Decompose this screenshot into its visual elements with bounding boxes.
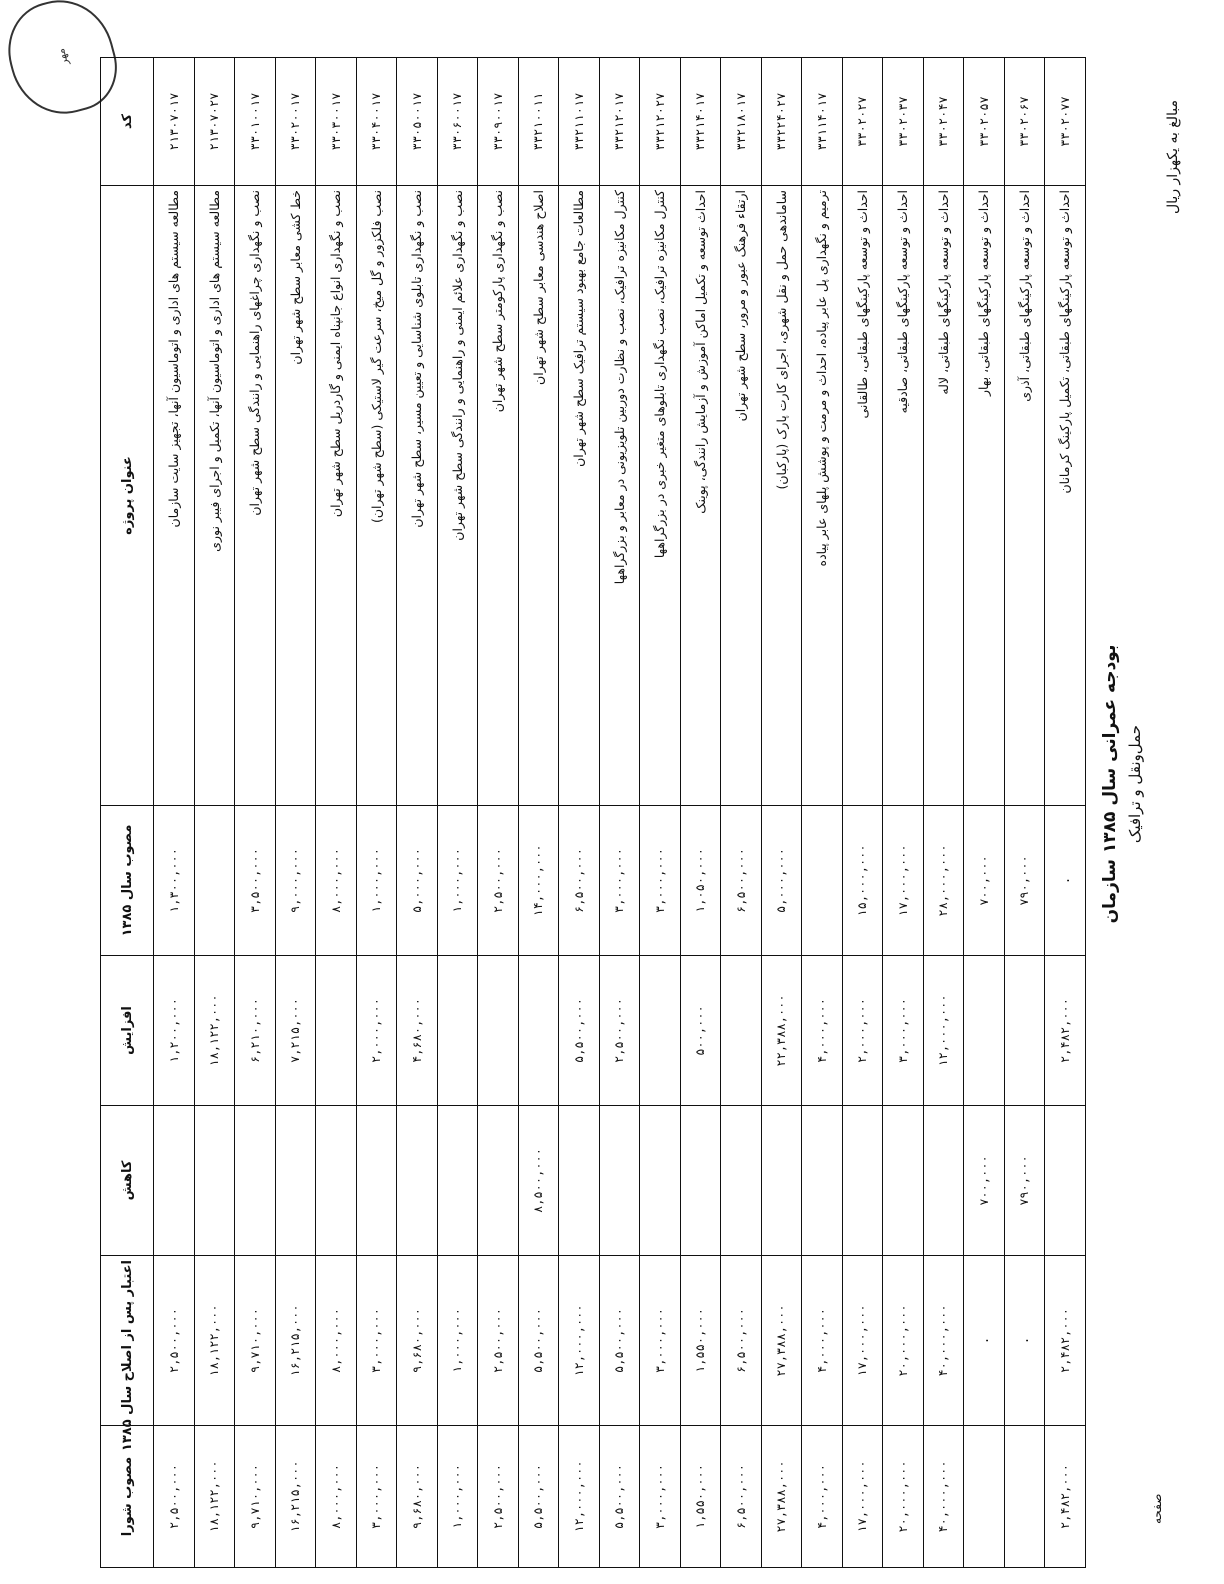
cell-title: مطالعه سیستم های اداری و اتوماسیون آنها، تجهیز سایت سازمان [154, 186, 195, 806]
cell-decrease: ۸,۵۰۰,۰۰۰ [518, 1106, 559, 1256]
cell-code: ۳۳۰۲۰۳۷ [883, 58, 924, 186]
cell-after: ۲۷,۳۸۸,۰۰۰ [761, 1256, 802, 1426]
cell-title: ساماندهی حمل و نقل شهری، اجرای کارت پارک (پارکبان) [761, 186, 802, 806]
cell-increase: ۱,۲۰۰,۰۰۰ [154, 956, 195, 1106]
cell-title: نصب و نگهداری تابلوی شناسایی و تعیین مسیر، سطح شهر تهران [397, 186, 438, 806]
cell-after: ۵,۵۰۰,۰۰۰ [518, 1256, 559, 1426]
table-row [235, 58, 276, 1568]
cell-after: ۲,۵۰۰,۰۰۰ [478, 1256, 519, 1426]
col-code-header: کد [101, 58, 154, 186]
cell-code: ۳۳۰۲۰۰۱۷ [275, 58, 316, 186]
cell-after: ۴۰,۰۰۰,۰۰۰ [923, 1256, 964, 1426]
cell-council: ۹,۷۱۰,۰۰۰ [235, 1426, 276, 1568]
table-row [964, 58, 1005, 1568]
table-row [397, 58, 438, 1568]
cell-decrease [761, 1106, 802, 1256]
table-row [599, 58, 640, 1568]
cell-title: احداث و توسعه پارکینگهای طبقاتی، آذری [1004, 186, 1045, 806]
cell-approved: ۱۵,۰۰۰,۰۰۰ [842, 806, 883, 956]
cell-title: نصب و نگهداری علائم ایمنی و راهنمایی و رانندگی سطح شهر تهران [437, 186, 478, 806]
table-row [1004, 58, 1045, 1568]
cell-approved [802, 806, 843, 956]
cell-council: ۴۰,۰۰۰,۰۰۰ [923, 1426, 964, 1568]
cell-code: ۳۳۲۱۰۰۱۱ [518, 58, 559, 186]
cell-title: نصب فلکزور و گل میخ، سرعت گیر لاستیکی (سطح شهر تهران) [356, 186, 397, 806]
cell-approved: ۳,۰۰۰,۰۰۰ [640, 806, 681, 956]
cell-code: ۳۳۰۲۰۶۷ [1004, 58, 1045, 186]
cell-approved: ۳,۰۰۰,۰۰۰ [599, 806, 640, 956]
cell-council: ۲,۴۸۲,۰۰۰ [1045, 1426, 1086, 1568]
cell-after: ۳,۰۰۰,۰۰۰ [356, 1256, 397, 1426]
table-row [680, 58, 721, 1568]
cell-after: ۱۶,۲۱۵,۰۰۰ [275, 1256, 316, 1426]
cell-council: ۲,۵۰۰,۰۰۰ [478, 1426, 519, 1568]
cell-code: ۳۳۰۱۰۰۱۷ [235, 58, 276, 186]
cell-decrease [356, 1106, 397, 1256]
cell-title: مطالعات جامع بهبود سیستم ترافیک سطح شهر تهران [559, 186, 600, 806]
cell-increase [478, 956, 519, 1106]
cell-title: ارتقاء فرهنگ عبور و مرور، سطح شهر تهران [721, 186, 762, 806]
cell-increase: ۵۰۰,۰۰۰ [680, 956, 721, 1106]
cell-decrease: ۷۹۰,۰۰۰ [1004, 1106, 1045, 1256]
cell-after: ۱,۵۵۰,۰۰۰ [680, 1256, 721, 1426]
cell-title: خط کشی معابر سطح شهر تهران [275, 186, 316, 806]
cell-council: ۱,۵۵۰,۰۰۰ [680, 1426, 721, 1568]
cell-after: ۱۸,۱۲۲,۰۰۰ [194, 1256, 235, 1426]
cell-decrease [154, 1106, 195, 1256]
cell-increase [964, 956, 1005, 1106]
cell-increase: ۵,۵۰۰,۰۰۰ [559, 956, 600, 1106]
cell-code: ۳۳۰۳۰۰۱۷ [316, 58, 357, 186]
cell-code: ۳۳۰۶۰۰۱۷ [437, 58, 478, 186]
table-row [1045, 58, 1086, 1568]
cell-council: ۹,۶۸۰,۰۰۰ [397, 1426, 438, 1568]
cell-council: ۳,۰۰۰,۰۰۰ [640, 1426, 681, 1568]
cell-decrease [640, 1106, 681, 1256]
cell-decrease [437, 1106, 478, 1256]
cell-code: ۳۳۲۱۸۰۱۷ [721, 58, 762, 186]
cell-increase [437, 956, 478, 1106]
col-title-header: عنوان پروژه [101, 186, 154, 806]
cell-increase [316, 956, 357, 1106]
table-row [883, 58, 924, 1568]
cell-code: ۳۳۰۵۰۰۱۷ [397, 58, 438, 186]
table-row [842, 58, 883, 1568]
cell-council [964, 1426, 1005, 1568]
cell-approved: ۷۰۰,۰۰۰ [964, 806, 1005, 956]
cell-increase [518, 956, 559, 1106]
cell-code: ۳۳۲۲۴۰۲۷ [761, 58, 802, 186]
cell-increase: ۴,۰۰۰,۰۰۰ [802, 956, 843, 1106]
cell-after: ۲,۴۸۲,۰۰۰ [1045, 1256, 1086, 1426]
cell-approved: ۵,۰۰۰,۰۰۰ [761, 806, 802, 956]
cell-approved: ۶,۵۰۰,۰۰۰ [559, 806, 600, 956]
cell-council: ۵,۵۰۰,۰۰۰ [599, 1426, 640, 1568]
cell-title: ترمیم و نگهداری پل عابر پیاده، احداث و مرمت و پوشش پلهای عابر پیاده [802, 186, 843, 806]
table-row [640, 58, 681, 1568]
cell-decrease [397, 1106, 438, 1256]
cell-approved: ۲,۵۰۰,۰۰۰ [478, 806, 519, 956]
table-row [721, 58, 762, 1568]
cell-after: ۸,۰۰۰,۰۰۰ [316, 1256, 357, 1426]
cell-code: ۳۳۱۱۴۰۱۷ [802, 58, 843, 186]
cell-title: اصلاح هندسی معابر سطح شهر تهران [518, 186, 559, 806]
cell-approved: ۳,۵۰۰,۰۰۰ [235, 806, 276, 956]
cell-council: ۱۸,۱۲۲,۰۰۰ [194, 1426, 235, 1568]
col-after-header: اعتبار پس از اصلاح سال ۱۳۸۵ [101, 1256, 154, 1426]
cell-code: ۲۱۳۰۷۰۱۷ [154, 58, 195, 186]
cell-code: ۳۳۲۱۲۰۲۷ [640, 58, 681, 186]
cell-title: احداث و توسعه پارکینگهای طبقاتی، بهار [964, 186, 1005, 806]
cell-title: احداث و توسعه پارکینگهای طبقاتی، صادقیه [883, 186, 924, 806]
cell-decrease [802, 1106, 843, 1256]
cell-increase: ۲,۴۸۲,۰۰۰ [1045, 956, 1086, 1106]
cell-council: ۵,۵۰۰,۰۰۰ [518, 1426, 559, 1568]
cell-approved: ۱,۳۰۰,۰۰۰ [154, 806, 195, 956]
cell-after: ۲۰,۰۰۰,۰۰۰ [883, 1256, 924, 1426]
table-row [923, 58, 964, 1568]
table-row [194, 58, 235, 1568]
cell-approved: ۶,۵۰۰,۰۰۰ [721, 806, 762, 956]
cell-approved: ۷۹۰,۰۰۰ [1004, 806, 1045, 956]
table-row [559, 58, 600, 1568]
cell-code: ۳۳۰۲۰۲۷ [842, 58, 883, 186]
cell-decrease [316, 1106, 357, 1256]
cell-code: ۳۳۲۱۱۰۱۷ [559, 58, 600, 186]
cell-council: ۲۷,۳۸۸,۰۰۰ [761, 1426, 802, 1568]
budget-table [100, 57, 1086, 1568]
cell-after: ۱۲,۰۰۰,۰۰۰ [559, 1256, 600, 1426]
col-approved-header: مصوب سال ۱۳۸۵ [101, 806, 154, 956]
table-row [356, 58, 397, 1568]
cell-after: ۶,۵۰۰,۰۰۰ [721, 1256, 762, 1426]
cell-title: احداث و توسعه پارکینگهای طبقاتی، طالقانی [842, 186, 883, 806]
cell-decrease [599, 1106, 640, 1256]
cell-council: ۲,۵۰۰,۰۰۰ [154, 1426, 195, 1568]
document-subtitle: حمل‌ونقل و ترافیک [1126, 724, 1144, 844]
cell-decrease: ۷۰۰,۰۰۰ [964, 1106, 1005, 1256]
page-label: صفحه [1150, 1493, 1164, 1524]
cell-approved: ۲۸,۰۰۰,۰۰۰ [923, 806, 964, 956]
col-decrease-header: کاهش [101, 1106, 154, 1256]
cell-council: ۱۷,۰۰۰,۰۰۰ [842, 1426, 883, 1568]
cell-code: ۳۳۰۴۰۰۱۷ [356, 58, 397, 186]
cell-increase [721, 956, 762, 1106]
cell-approved: ۹,۰۰۰,۰۰۰ [275, 806, 316, 956]
unit-note: مبالغ به یکهزار ریال [1165, 99, 1181, 214]
cell-council [1004, 1426, 1045, 1568]
cell-increase: ۲,۰۰۰,۰۰۰ [356, 956, 397, 1106]
col-council-header: مصوب شورا [101, 1426, 154, 1568]
cell-increase: ۶,۲۱۰,۰۰۰ [235, 956, 276, 1106]
cell-increase: ۲,۵۰۰,۰۰۰ [599, 956, 640, 1106]
cell-approved: ۱,۰۰۰,۰۰۰ [356, 806, 397, 956]
cell-increase: ۱۲,۰۰۰,۰۰۰ [923, 956, 964, 1106]
cell-approved: ۱۴,۰۰۰,۰۰۰ [518, 806, 559, 956]
cell-approved: ۵,۰۰۰,۰۰۰ [397, 806, 438, 956]
cell-title: احداث و توسعه پارکینگهای طبقاتی، تکمیل پارکینگ کرمانان [1045, 186, 1086, 806]
cell-decrease [883, 1106, 924, 1256]
cell-decrease [680, 1106, 721, 1256]
cell-after: ۳,۰۰۰,۰۰۰ [640, 1256, 681, 1426]
cell-council: ۱۶,۲۱۵,۰۰۰ [275, 1426, 316, 1568]
cell-code: ۳۳۰۲۰۷۷ [1045, 58, 1086, 186]
cell-title: نصب و نگهداری پارکومتر سطح شهر تهران [478, 186, 519, 806]
cell-after: . [1004, 1256, 1045, 1426]
cell-title: نصب و نگهداری چراغهای راهنمایی و رانندگی سطح شهر تهران [235, 186, 276, 806]
cell-approved: . [1045, 806, 1086, 956]
cell-increase: ۷,۲۱۵,۰۰۰ [275, 956, 316, 1106]
table-row [275, 58, 316, 1568]
cell-council: ۴,۰۰۰,۰۰۰ [802, 1426, 843, 1568]
table-row [154, 58, 195, 1568]
cell-title: مطالعه سیستم های اداری و اتوماسیون آنها، تکمیل و اجرای فیبر نوری [194, 186, 235, 806]
table-header-row [101, 58, 154, 1568]
cell-title: احداث توسعه و تکمیل اماکن آموزش و آزمایش رانندگی، پوینک [680, 186, 721, 806]
document-header [1100, 504, 1144, 1064]
cell-approved: ۱,۰۵۰,۰۰۰ [680, 806, 721, 956]
cell-approved: ۸,۰۰۰,۰۰۰ [316, 806, 357, 956]
cell-code: ۳۳۲۱۲۰۱۷ [599, 58, 640, 186]
cell-increase: ۲۲,۳۸۸,۰۰۰ [761, 956, 802, 1106]
cell-after: ۹,۷۱۰,۰۰۰ [235, 1256, 276, 1426]
cell-council: ۶,۵۰۰,۰۰۰ [721, 1426, 762, 1568]
cell-council: ۸,۰۰۰,۰۰۰ [316, 1426, 357, 1568]
cell-title: احداث و توسعه پارکینگهای طبقاتی، لاله [923, 186, 964, 806]
cell-approved: ۱,۰۰۰,۰۰۰ [437, 806, 478, 956]
stamp-text: مهر [53, 47, 71, 67]
cell-after: ۲,۵۰۰,۰۰۰ [154, 1256, 195, 1426]
cell-decrease [842, 1106, 883, 1256]
table-row [518, 58, 559, 1568]
cell-code: ۳۳۰۹۰۰۱۷ [478, 58, 519, 186]
col-increase-header: افزایش [101, 956, 154, 1106]
document-title: بودجه عمرانی سال ۱۳۸۵ سازمان [1100, 644, 1120, 924]
cell-code: ۲۱۳۰۷۰۲۷ [194, 58, 235, 186]
cell-council: ۳,۰۰۰,۰۰۰ [356, 1426, 397, 1568]
cell-decrease [923, 1106, 964, 1256]
cell-increase: ۴,۶۸۰,۰۰۰ [397, 956, 438, 1106]
cell-increase: ۱۸,۱۲۲,۰۰۰ [194, 956, 235, 1106]
cell-decrease [721, 1106, 762, 1256]
cell-after: ۹,۶۸۰,۰۰۰ [397, 1256, 438, 1426]
cell-after: ۱,۰۰۰,۰۰۰ [437, 1256, 478, 1426]
cell-after: ۵,۵۰۰,۰۰۰ [599, 1256, 640, 1426]
table-row [316, 58, 357, 1568]
cell-increase [640, 956, 681, 1106]
cell-code: ۳۳۰۲۰۵۷ [964, 58, 1005, 186]
table-body [154, 58, 1086, 1568]
cell-increase [1004, 956, 1045, 1106]
cell-code: ۳۳۲۱۴۰۱۷ [680, 58, 721, 186]
cell-increase: ۳,۰۰۰,۰۰۰ [883, 956, 924, 1106]
cell-decrease [194, 1106, 235, 1256]
cell-title: کنترل مکانیزه ترافیک، نصب و نظارت دوربین تلویزیونی در معابر و بزرگراهها [599, 186, 640, 806]
cell-after: ۱۷,۰۰۰,۰۰۰ [842, 1256, 883, 1426]
cell-approved: ۱۷,۰۰۰,۰۰۰ [883, 806, 924, 956]
cell-after: . [964, 1256, 1005, 1426]
cell-title: نصب و نگهداری انواع جانپناه ایمنی و گاردریل سطح شهر تهران [316, 186, 357, 806]
cell-decrease [275, 1106, 316, 1256]
table-row [761, 58, 802, 1568]
cell-code: ۳۳۰۲۰۴۷ [923, 58, 964, 186]
cell-decrease [1045, 1106, 1086, 1256]
table-row [478, 58, 519, 1568]
cell-council: ۱,۰۰۰,۰۰۰ [437, 1426, 478, 1568]
cell-after: ۴,۰۰۰,۰۰۰ [802, 1256, 843, 1426]
cell-title: کنترل مکانیزه ترافیک، نصب نگهداری تابلوهای متغیر خبری در بزرگراهها [640, 186, 681, 806]
table-row [802, 58, 843, 1568]
cell-increase: ۲,۰۰۰,۰۰۰ [842, 956, 883, 1106]
table-row [437, 58, 478, 1568]
cell-council: ۲۰,۰۰۰,۰۰۰ [883, 1426, 924, 1568]
cell-decrease [235, 1106, 276, 1256]
cell-decrease [478, 1106, 519, 1256]
cell-approved [194, 806, 235, 956]
cell-decrease [559, 1106, 600, 1256]
cell-council: ۱۲,۰۰۰,۰۰۰ [559, 1426, 600, 1568]
